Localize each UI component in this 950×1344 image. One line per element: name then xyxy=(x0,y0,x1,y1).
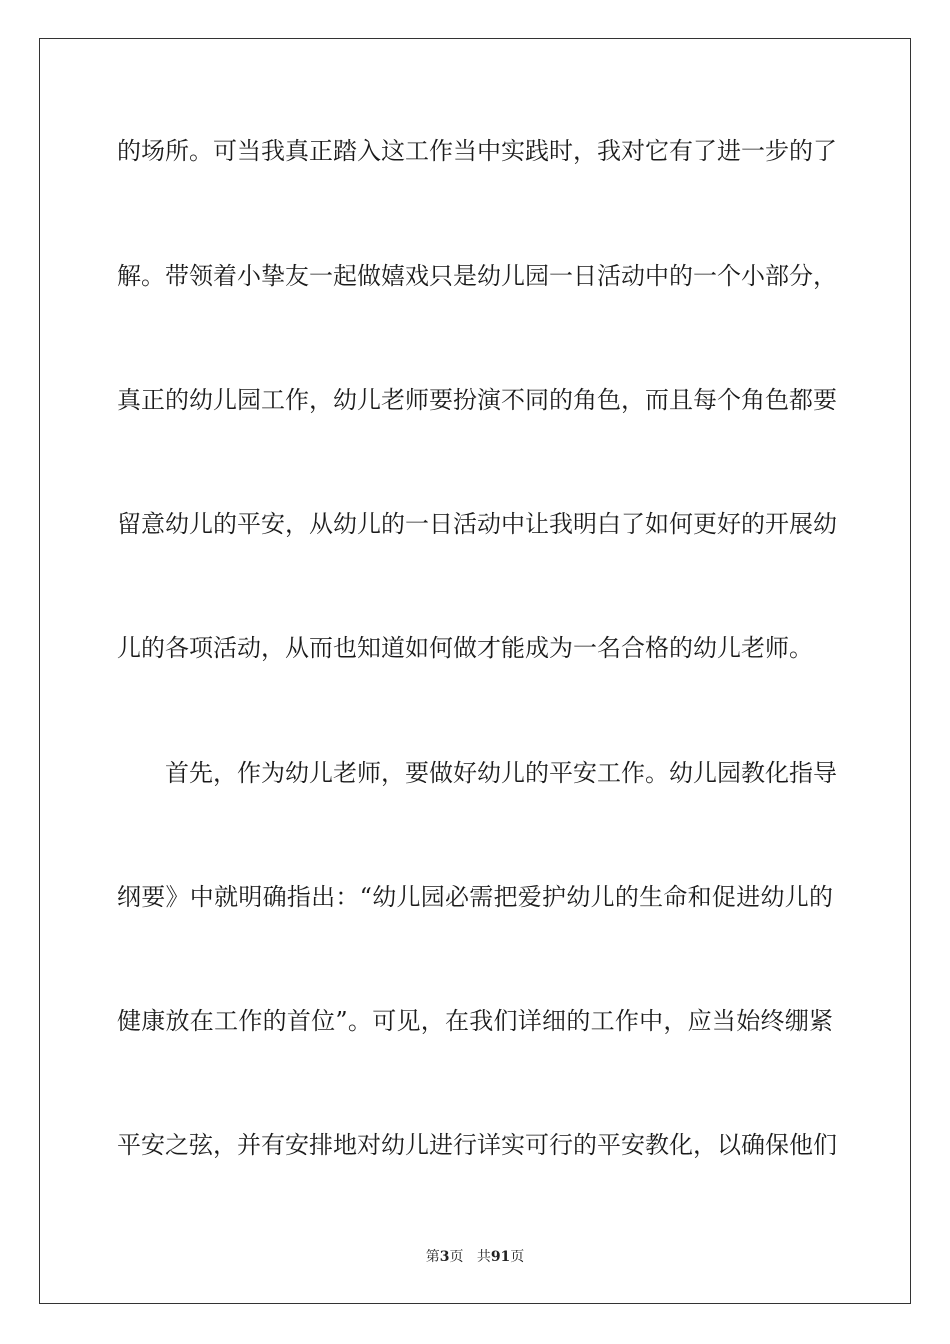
page-number: 3 xyxy=(439,1249,450,1265)
text-line-4: 留意幼儿的平安，从幼儿的一日活动中让我明白了如何更好的开展幼 xyxy=(117,510,837,538)
text-line-7: 纲要》中就明确指出：“幼儿园必需把爱护幼儿的生命和促进幼儿的 xyxy=(117,883,833,911)
text-line-5: 儿的各项活动，从而也知道如何做才能成为一名合格的幼儿老师。 xyxy=(117,634,813,662)
text-line-8: 健康放在工作的首位”。可见，在我们详细的工作中，应当始终绷紧 xyxy=(117,1007,833,1035)
total-pages: 91 xyxy=(490,1249,511,1265)
page-footer xyxy=(0,1248,950,1266)
text-line-1: 的场所。可当我真正踏入这工作当中实践时，我对它有了进一步的了 xyxy=(117,137,837,165)
text-line-2: 解。带领着小挚友一起做嬉戏只是幼儿园一日活动中的一个小部分， xyxy=(117,262,837,290)
page-border xyxy=(39,38,911,1304)
text-line-3: 真正的幼儿园工作，幼儿老师要扮演不同的角色，而且每个角色都要 xyxy=(117,386,837,414)
text-line-6: 首先，作为幼儿老师，要做好幼儿的平安工作。幼儿园教化指导 xyxy=(165,759,837,787)
page-prefix: 第 xyxy=(425,1249,440,1265)
text-line-9: 平安之弦，并有安排地对幼儿进行详实可行的平安教化，以确保他们 xyxy=(117,1131,837,1159)
page-suffix: 页 xyxy=(449,1249,464,1265)
total-suffix: 页 xyxy=(510,1249,525,1265)
total-prefix: 共 xyxy=(476,1249,491,1265)
